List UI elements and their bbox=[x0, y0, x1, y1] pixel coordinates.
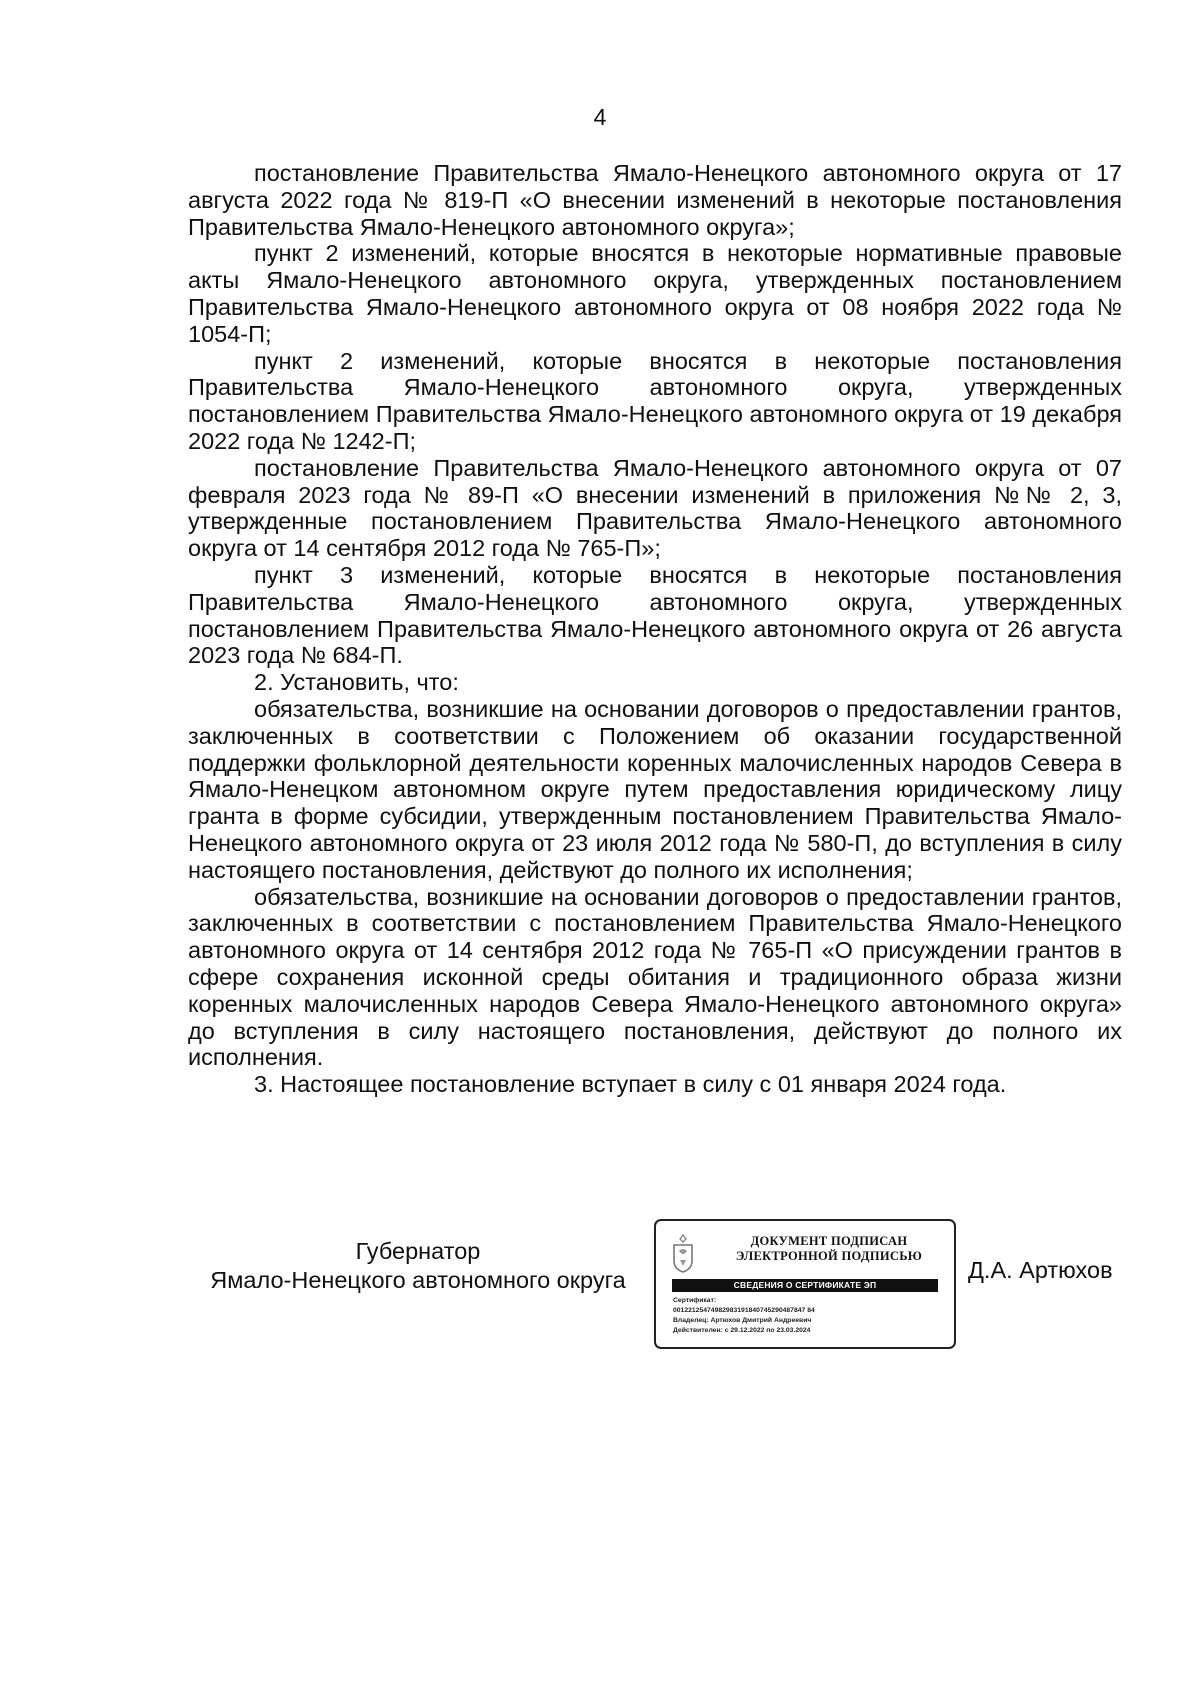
certificate-validity: Действителен: с 29.12.2022 по 23.03.2024 bbox=[673, 1327, 811, 1334]
stamp-title-line-1: ДОКУМЕНТ ПОДПИСАН bbox=[750, 1234, 908, 1248]
certificate-owner: Владелец: Артюхов Дмитрий Андреевич bbox=[673, 1317, 812, 1324]
stamp-title-line-2: ЭЛЕКТРОННОЙ ПОДПИСЬЮ bbox=[735, 1249, 923, 1263]
paragraph-clause-3-effective-date: 3. Настоящее постановление вступает в силу с 01 января 2024 года. bbox=[254, 1071, 1007, 1098]
coat-of-arms-icon bbox=[670, 1233, 696, 1273]
page-number: 4 bbox=[593, 104, 607, 130]
paragraph-obligations-1: обязательства, возникшие на основании договоров о предоставлении грантов, заключенных в соответствии с Положением об оказании государственной поддержки фольклорной деятельности коренных малочисленных народов Севера в Ямало-Ненецком автономном округе путем предоставления юридическому лицу гранта в форме субсидии, утвержденным постановлением Правительства Ямало-Ненецкого автономного округа от 23 июля 2012 года № 580-П, до вступления в силу настоящего постановления, действуют до полного их исполнения; bbox=[188, 695, 1122, 883]
signatory-name: Д.А. Артюхов bbox=[968, 1257, 1113, 1283]
signatory-position-line-1: Губернатор bbox=[355, 1238, 481, 1264]
paragraph-repealed-act-5: пункт 3 изменений, которые вносятся в некоторые постановления Правительства Ямало-Ненецкого автономного округа, утвержденных постановлением Правительства Ямало-Ненецкого автономного округа от 26 августа 2023 года № 684-П. bbox=[188, 561, 1122, 669]
signatory-position bbox=[188, 1237, 648, 1295]
signatory-position-line-2: Ямало-Ненецкого автономного округа bbox=[210, 1267, 626, 1293]
certificate-details bbox=[673, 1296, 943, 1336]
paragraph-clause-2-heading: 2. Установить, что: bbox=[254, 669, 459, 696]
paragraph-obligations-2: обязательства, возникшие на основании договоров о предоставлении грантов, заключенных в соответствии с постановлением Правительства Ямало-Ненецкого автономного округа от 14 сентября 2012 года № 765-П «О присуждении грантов в сфере сохранения исконной среды обитания и традиционного образа жизни коренных малочисленных народов Севера Ямало-Ненецкого автономного округа» до вступления в силу настоящего постановления, действуют до полного их исполнения. bbox=[188, 883, 1122, 1071]
paragraph-repealed-act-3: пункт 2 изменений, которые вносятся в некоторые постановления Правительства Ямало-Ненецкого автономного округа, утвержденных постановлением Правительства Ямало-Ненецкого автономного округа от 19 декабря 2022 года № 1242-П; bbox=[188, 347, 1122, 454]
stamp-title bbox=[714, 1234, 944, 1264]
certificate-info-bar: СВЕДЕНИЯ О СЕРТИФИКАТЕ ЭП bbox=[672, 1279, 938, 1292]
paragraph-repealed-act-4: постановление Правительства Ямало-Ненецкого автономного округа от 07 февраля 2023 года № 89-П «О внесении изменений в приложения №№ 2, 3, утвержденные постановлением Правительства Ямало-Ненецкого автономного округа от 14 сентября 2012 года № 765-П»; bbox=[188, 454, 1122, 562]
certificate-number: 00122125474982983191840745290487847 84 bbox=[673, 1307, 815, 1314]
certificate-label: Сертификат: bbox=[673, 1297, 717, 1304]
electronic-signature-stamp bbox=[654, 1219, 956, 1349]
paragraph-repealed-act-1: постановление Правительства Ямало-Ненецкого автономного округа от 17 августа 2022 года № 819-П «О внесении изменений в некоторые постановления Правительства Ямало-Ненецкого автономного округа»; bbox=[188, 160, 1122, 240]
paragraph-repealed-act-2: пункт 2 изменений, которые вносятся в некоторые нормативные правовые акты Ямало-Ненецкого автономного округа, утвержденных постановлением Правительства Ямало-Ненецкого автономного округа от 08 ноября 2022 года № 1054-П; bbox=[188, 240, 1122, 347]
